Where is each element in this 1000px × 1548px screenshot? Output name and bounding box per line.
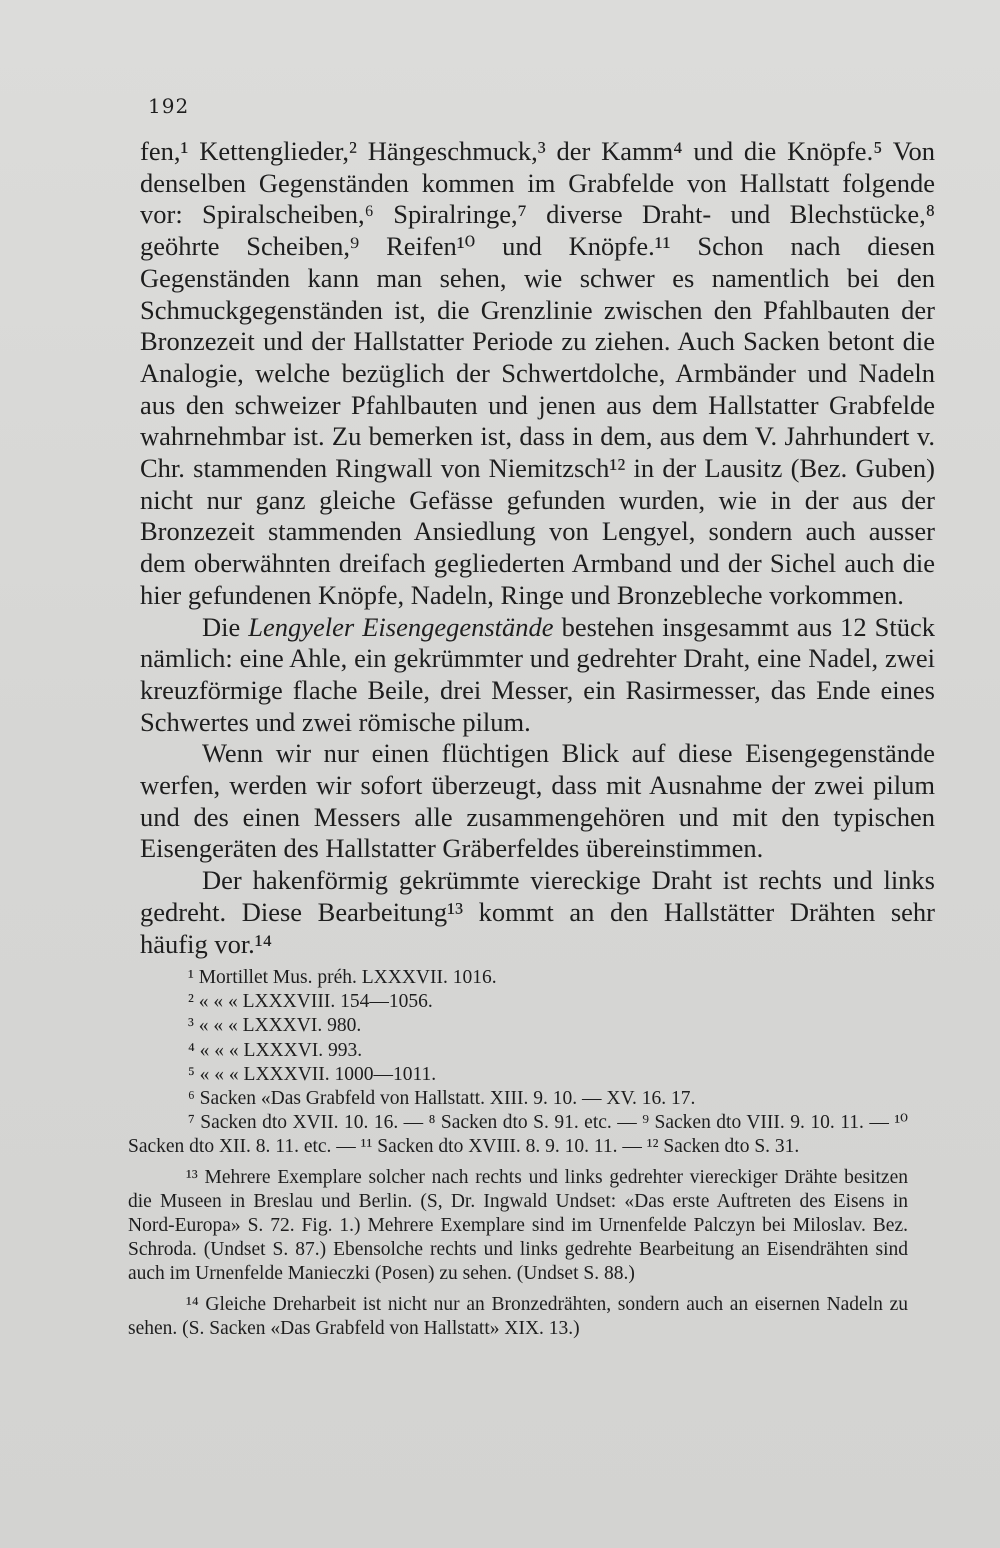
footnote-2: ² « « « LXXXVIII. 154—1056. xyxy=(188,991,433,1013)
main-text xyxy=(140,136,935,960)
footnote-3: ³ « « « LXXXVI. 980. xyxy=(188,1015,362,1037)
italic-title: Lengyeler Eisengegenstände xyxy=(248,611,554,642)
footnotes-7-12: ⁷ Sacken dto XVII. 10. 16. — ⁸ Sacken dto S. 91. etc. — ⁹ Sacken dto VIII. 9. 10. 11. — ¹⁰ Sacken dto XII. 8. 11. etc. — ¹¹ Sacken dto XVIII. 8. 9. 10. 11. — ¹² Sacken dto S. 31. xyxy=(128,1112,908,1158)
paragraph-rest: bestehen insgesammt aus 12 Stück nämlich: eine Ahle, ein gekrümmter und gedrehter Draht, eine Nadel, zwei kreuzförmige flache Beile, drei Messer, ein Rasirmesser, das Ende eines Schwertes und zwei römische pilum. xyxy=(140,611,936,737)
paragraph-lengyel xyxy=(140,612,935,739)
footnote-13: ¹³ Mehrere Exemplare solcher nach rechts und links gedrehter viereckiger Drähte besitzen die Museen in Breslau und Berlin. (S, Dr. Ingwald Undset: «Das erste Auftreten des Eisens in Nord-Europa» S. 72. Fig. 1.) Mehrere Exemplare sind im Urnenfelde Palczyn bei Miloslav. Bez. Schroda. (Undset S. 87.) Ebensolche rechts und links gedrehte Bearbeitung an Eisendrähten sind auch im Urnenfelde Manieczki (Posen) zu sehen. (Undset S. 88.) xyxy=(128,1166,908,1285)
footnote-1: ¹ Mortillet Mus. préh. LXXXVII. 1016. xyxy=(188,967,497,988)
paragraph-3: Wenn wir nur einen flüchtigen Blick auf diese Eisengegenstände werfen, werden wir sofort überzeugt, dass mit Ausnahme der zwei pilum und des einen Messers alle zusammengehören und mit den typischen Eisengeräten des Hallstatter Gräberfeldes übereinstimmen. xyxy=(140,738,935,864)
paragraph-1: fen,¹ Kettenglieder,² Hängeschmuck,³ der Kamm⁴ und die Knöpfe.⁵ Von denselben Gegenständen kommen im Grabfelde von Hallstatt folgende vor: Spiralscheiben,⁶ Spiralringe,⁷ diverse Draht- und Blechstücke,⁸ geöhrte Scheiben,⁹ Reifen¹⁰ und Knöpfe.¹¹ Schon nach diesen Gegenständen kann man sehen, wie schwer es namentlich bei den Schmuckgegenständen ist, die Grenzlinie zwischen den Pfahlbauten der Bronzezeit und der Hallstatter Periode zu ziehen. Auch Sacken betont die Analogie, welche bezüglich der Schwertdolche, Armbänder und Nadeln aus den schweizer Pfahlbauten und jenen aus dem Hallstatter Grabfelde wahrnehmbar ist. Zu bemerken ist, dass in dem, aus dem V. Jahrhundert v. Chr. stammenden Ringwall von Niemitzsch¹² in der Lausitz (Bez. Guben) nicht nur ganz gleiche Gefässe gefunden wurden, wie in der aus der Bronzezeit stammenden Ansiedlung von Lengyel, sondern auch ausser dem oberwähnten dreifach gegliederten Armband und der Sichel auch die hier gefundenen Knöpfe, Nadeln, Ringe und Bronzebleche vorkommen. xyxy=(140,136,935,610)
footnote-4: ⁴ « « « LXXXVI. 993. xyxy=(188,1039,363,1061)
footnote-ref-list xyxy=(188,966,908,1111)
paragraph-lead: Die xyxy=(202,611,241,642)
footnote-5: ⁵ « « « LXXXVII. 1000—1011. xyxy=(188,1063,437,1085)
page-number: 192 xyxy=(148,94,190,118)
footnote-14: ¹⁴ Gleiche Dreharbeit ist nicht nur an Bronzedrähten, sondern auch an eisernen Nadeln zu sehen. (S. Sacken «Das Grabfeld von Hallstatt» XIX. 13.) xyxy=(128,1293,908,1339)
paragraph-4: Der hakenförmig gekrümmte viereckige Draht ist rechts und links gedreht. Diese Bearbeitung¹³ kommt an den Hallstätter Drähten sehr häufig vor.¹⁴ xyxy=(140,865,935,959)
footnotes xyxy=(128,966,908,1341)
footnote-6: ⁶ Sacken «Das Grabfeld von Hallstatt. XIII. 9. 10. — XV. 16. 17. xyxy=(188,1088,696,1110)
